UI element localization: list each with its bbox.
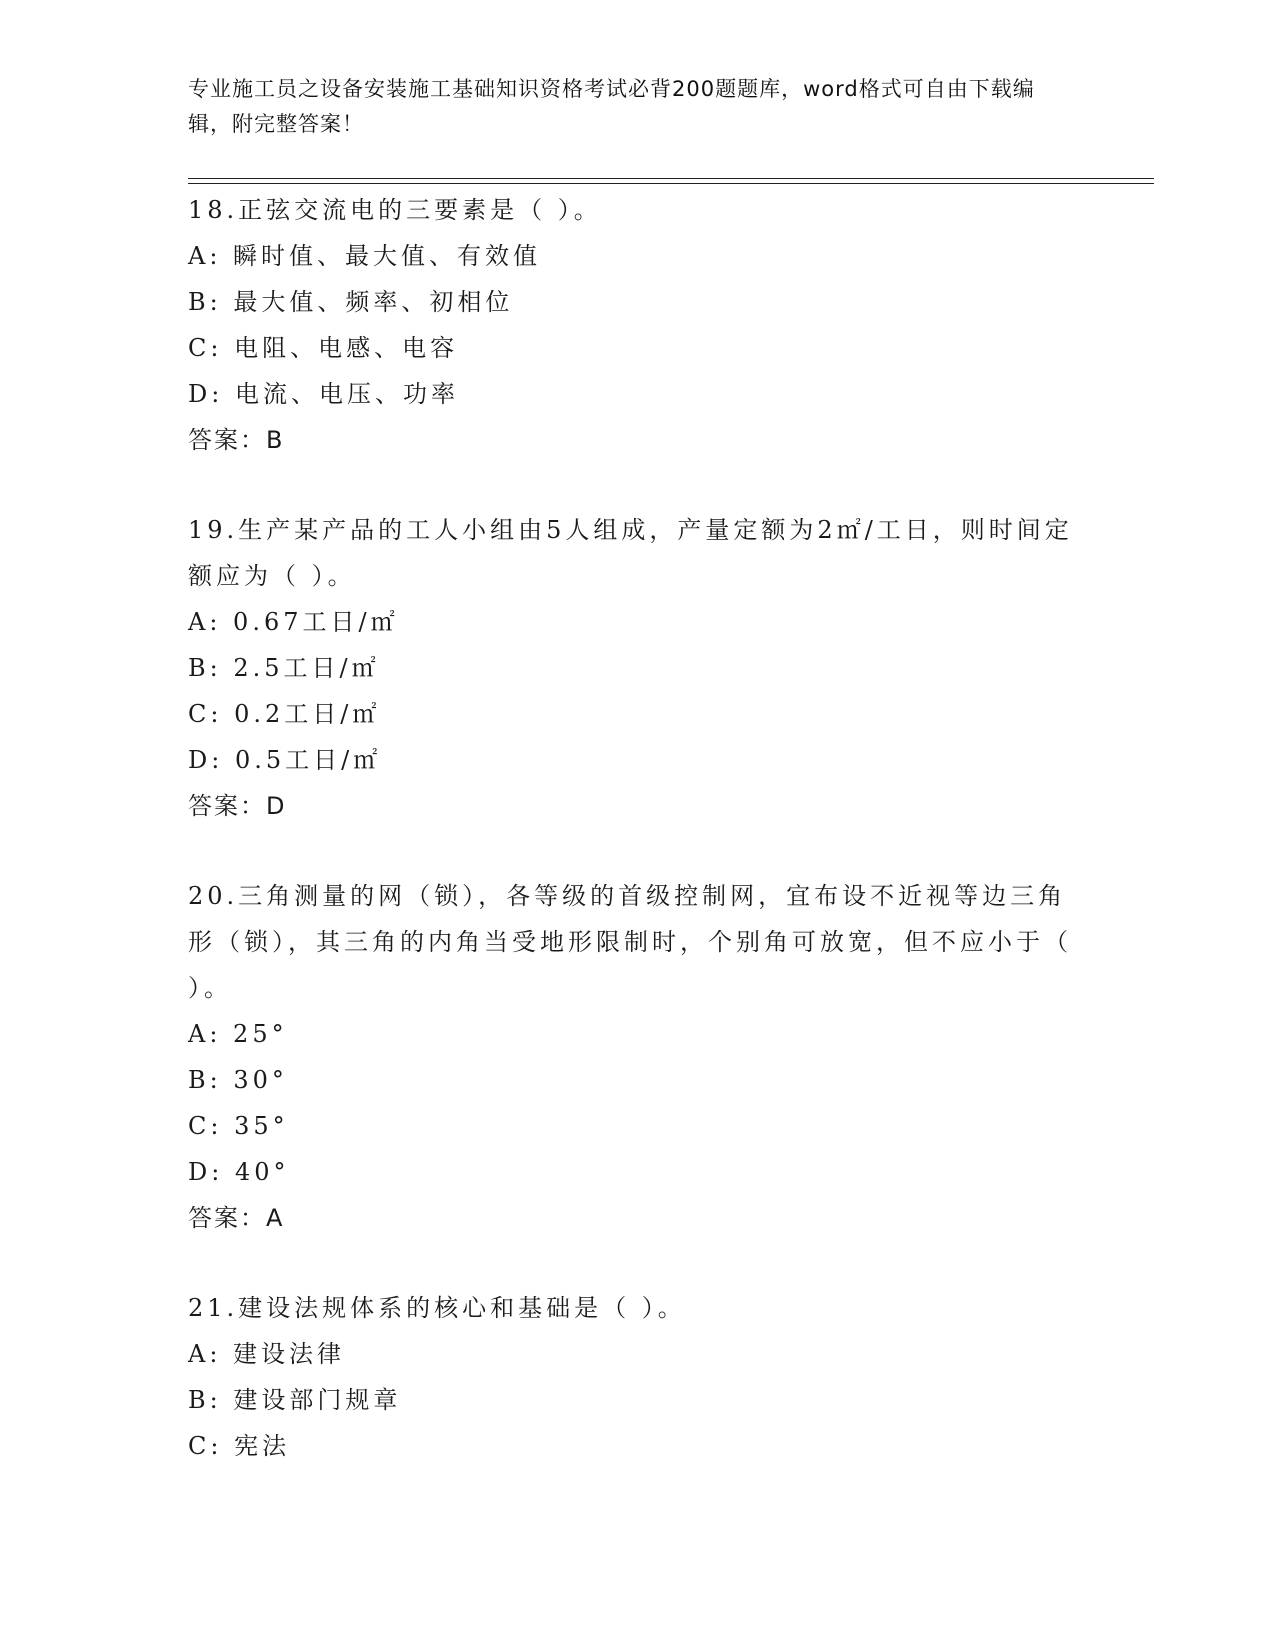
header-divider-bottom bbox=[188, 183, 1154, 184]
option-c: C: 35° bbox=[188, 1112, 289, 1140]
question-stem: 21.建设法规体系的核心和基础是（ ）。 bbox=[188, 1294, 686, 1322]
question-stem: 20.三角测量的网（锁），各等级的首级控制网，宜布设不近视等边三角形（锁），其三角的内角当受地形限制时，个别角可放宽，但不应小于（ ）。 bbox=[188, 882, 1072, 1002]
option-c: C: 电阻、电感、电容 bbox=[188, 334, 459, 362]
option-b: B: 2.5工日/㎡ bbox=[188, 654, 380, 682]
option-c: C: 宪法 bbox=[188, 1432, 291, 1460]
answer-label: 答案：A bbox=[188, 1204, 285, 1232]
option-d: D: 40° bbox=[188, 1158, 290, 1186]
option-d: D: 0.5工日/㎡ bbox=[188, 746, 382, 774]
question-21 bbox=[188, 1285, 1088, 1469]
question-stem: 18.正弦交流电的三要素是（ ）。 bbox=[188, 196, 602, 224]
option-a: A: 0.67工日/㎡ bbox=[188, 608, 399, 636]
option-b: B: 30° bbox=[188, 1066, 288, 1094]
answer-label: 答案：D bbox=[188, 792, 287, 820]
question-18 bbox=[188, 187, 1088, 463]
option-a: A: 瞬时值、最大值、有效值 bbox=[188, 242, 542, 270]
question-stem: 19.生产某产品的工人小组由5人组成，产量定额为2㎡/工日，则时间定额应为（ ）。 bbox=[188, 516, 1073, 590]
question-20 bbox=[188, 873, 1088, 1241]
option-a: A: 25° bbox=[188, 1020, 288, 1048]
option-b: B: 最大值、频率、初相位 bbox=[188, 288, 514, 316]
option-b: B: 建设部门规章 bbox=[188, 1386, 402, 1414]
option-a: A: 建设法律 bbox=[188, 1340, 346, 1368]
option-d: D: 电流、电压、功率 bbox=[188, 380, 459, 408]
question-list bbox=[188, 187, 1088, 1513]
question-19 bbox=[188, 507, 1088, 829]
document-header: 专业施工员之设备安装施工基础知识资格考试必背200题题库，word格式可自由下载编辑，附完整答案！ bbox=[188, 77, 1035, 136]
option-c: C: 0.2工日/㎡ bbox=[188, 700, 381, 728]
header-divider-top bbox=[188, 178, 1154, 179]
answer-label: 答案：B bbox=[188, 426, 285, 454]
